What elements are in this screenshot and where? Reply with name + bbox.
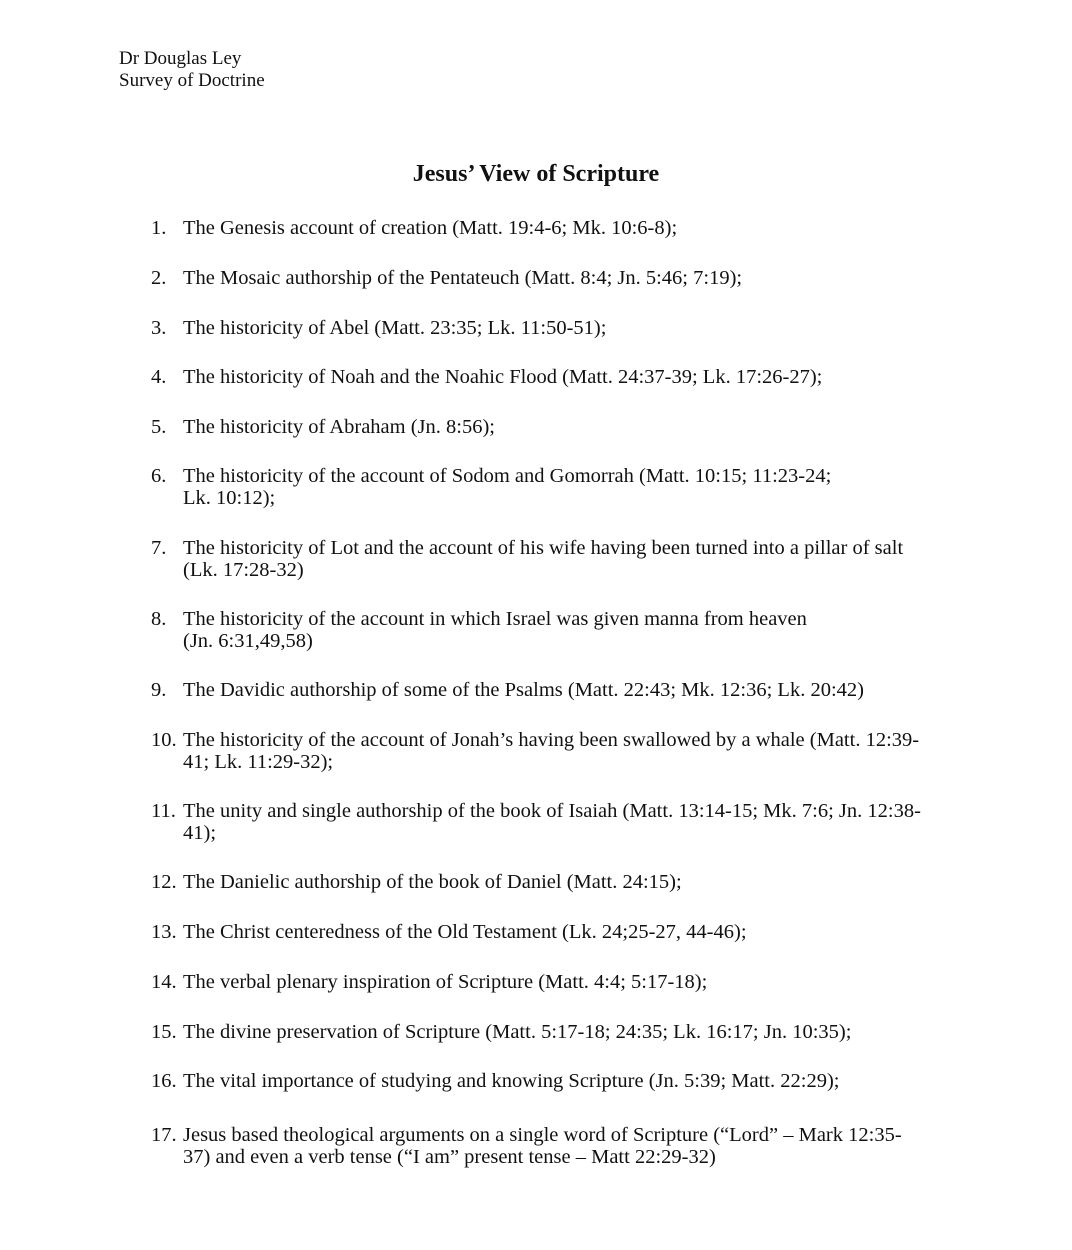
item-text: The historicity of Noah and the Noahic Flood (Matt. 24:37-39; Lk. 17:26-27); [183, 366, 823, 388]
list-item [151, 921, 961, 943]
list-item [151, 800, 961, 844]
item-number: 12. [151, 871, 177, 893]
document-header [119, 48, 265, 92]
item-number: 1. [151, 217, 167, 239]
list-item [151, 871, 961, 893]
list-item [151, 267, 961, 289]
item-text: The Genesis account of creation (Matt. 19:4-6; Mk. 10:6-8); [183, 217, 678, 239]
item-number: 8. [151, 608, 167, 630]
item-text: The verbal plenary inspiration of Scripture (Matt. 4:4; 5:17-18); [183, 971, 708, 993]
list-item [151, 679, 961, 701]
course-name: Survey of Doctrine [119, 70, 265, 91]
list-item [151, 366, 961, 388]
item-text: The Davidic authorship of some of the Psalms (Matt. 22:43; Mk. 12:36; Lk. 20:42) [183, 679, 864, 701]
item-number: 15. [151, 1021, 177, 1043]
item-text: The historicity of Abel (Matt. 23:35; Lk. 11:50-51); [183, 317, 607, 339]
list-item [151, 608, 961, 652]
item-number: 16. [151, 1070, 177, 1092]
item-text: The unity and single authorship of the book of Isaiah (Matt. 13:14-15; Mk. 7:6; Jn. 12:38- 41); [183, 800, 921, 844]
item-number: 11. [151, 800, 176, 822]
item-text: The Mosaic authorship of the Pentateuch (Matt. 8:4; Jn. 5:46; 7:19); [183, 267, 743, 289]
list-item [151, 971, 961, 993]
list-item [151, 217, 961, 239]
item-text: The divine preservation of Scripture (Matt. 5:17-18; 24:35; Lk. 16:17; Jn. 10:35); [183, 1021, 852, 1043]
list-item [151, 729, 961, 773]
item-number: 3. [151, 317, 167, 339]
item-number: 2. [151, 267, 167, 289]
page-title: Jesus’ View of Scripture [412, 161, 660, 187]
item-text: The historicity of Abraham (Jn. 8:56); [183, 416, 495, 438]
item-number: 14. [151, 971, 177, 993]
item-number: 13. [151, 921, 177, 943]
list-item [151, 1124, 961, 1168]
list-item [151, 416, 961, 438]
item-number: 6. [151, 465, 167, 487]
item-text: The Christ centeredness of the Old Testament (Lk. 24;25-27, 44-46); [183, 921, 747, 943]
author-name: Dr Douglas Ley [119, 48, 242, 69]
list-item [151, 317, 961, 339]
item-number: 4. [151, 366, 167, 388]
list-item [151, 1021, 961, 1043]
item-number: 17. [151, 1124, 177, 1146]
item-text: The historicity of the account of Sodom and Gomorrah (Matt. 10:15; 11:23-24; Lk. 10:12); [183, 465, 832, 509]
item-text: Jesus based theological arguments on a single word of Scripture (“Lord” – Mark 12:35- 37) and even a verb tense (“I am” present tense – Matt 22:29-32) [183, 1124, 902, 1168]
item-number: 10. [151, 729, 177, 751]
item-text: The historicity of the account of Jonah’s having been swallowed by a whale (Matt. 12:39- 41; Lk. 11:29-32); [183, 729, 920, 773]
item-text: The Danielic authorship of the book of Daniel (Matt. 24:15); [183, 871, 682, 893]
list-item [151, 1070, 961, 1092]
list-item [151, 465, 961, 509]
list-item [151, 537, 961, 581]
item-text: The historicity of the account in which Israel was given manna from heaven (Jn. 6:31,49,58) [183, 608, 807, 652]
item-text: The vital importance of studying and knowing Scripture (Jn. 5:39; Matt. 22:29); [183, 1070, 840, 1092]
item-number: 5. [151, 416, 167, 438]
item-number: 7. [151, 537, 167, 559]
item-number: 9. [151, 679, 167, 701]
item-text: The historicity of Lot and the account of his wife having been turned into a pillar of salt (Lk. 17:28-32) [183, 537, 904, 581]
